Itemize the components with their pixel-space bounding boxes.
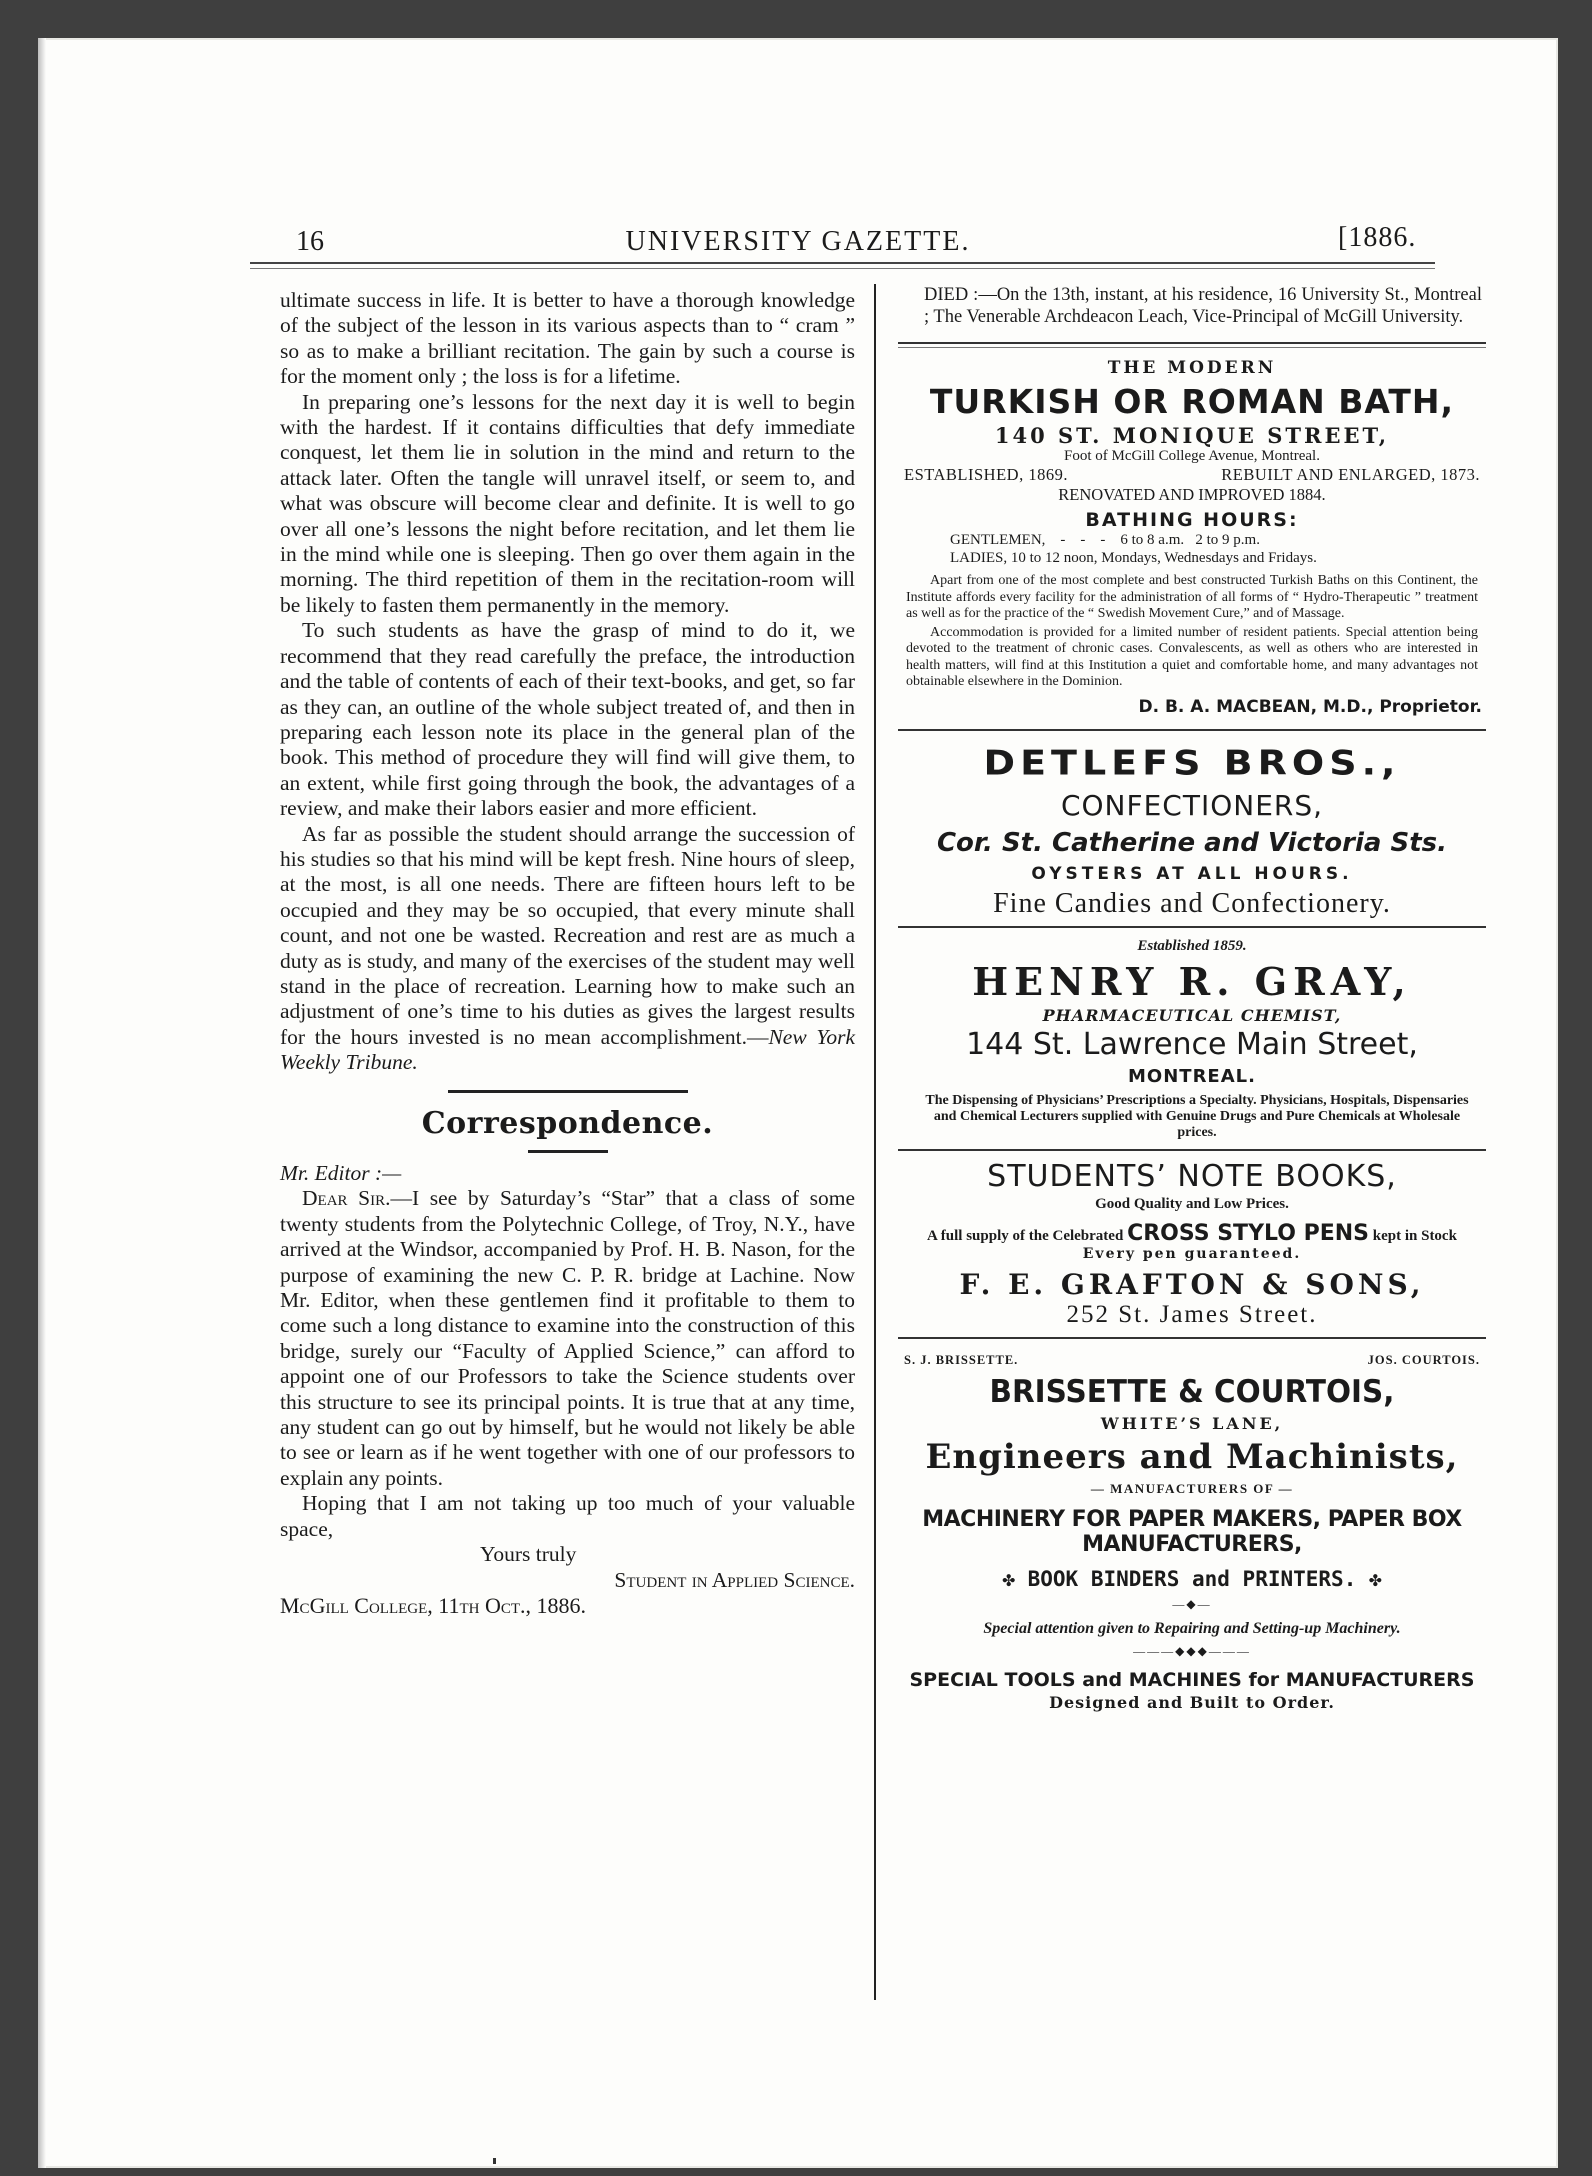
bath-name: TURKISH OR ROMAN BATH, [929, 382, 1455, 421]
grafton-supply [898, 1221, 1486, 1246]
bath-location: Foot of McGill College Avenue, Montreal. [1064, 448, 1320, 464]
grafton-supply-brand: CROSS STYLO PENS [1127, 1220, 1369, 1246]
publication-title: UNIVERSITY GAZETTE. [625, 226, 971, 257]
page-edge-shadow [38, 38, 46, 2168]
death-notice: DIED :—On the 13th, instant, at his residence, 16 University St., Montreal ; The Venerable Archdeacon Leach, Vice-Principal of McGill University. [924, 285, 1482, 327]
article-paragraph: ultimate success in life. It is better to have a thorough knowledge of the subject of the lesson in its various aspects than to “ cram ” so as to make a brilliant recitation. The gain by such a course is for the moment only ; the loss is for a lifetime. [280, 288, 855, 389]
section-divider [448, 1090, 688, 1093]
detlefs-corner: Cor. St. Catherine and Victoria Sts. [936, 827, 1448, 858]
letter-salutation: Mr. Editor :— [280, 1161, 402, 1185]
gray-advertisement [898, 938, 1486, 1141]
column-rule [874, 284, 876, 2000]
page-number: 16 [296, 226, 324, 257]
detlefs-advertisement [898, 741, 1486, 920]
correspondence-heading: Correspondence. [421, 1105, 714, 1141]
grafton-supply-pre: A full supply of the Celebrated [927, 1227, 1128, 1244]
ornament-left-icon: ✤ [1002, 1566, 1028, 1591]
letter-dateline: McGill College, 11th Oct., 1886. [280, 1592, 586, 1618]
bath-advertisement [898, 358, 1486, 717]
bath-dates [898, 465, 1486, 485]
issue-year: [1886. [1338, 222, 1417, 253]
ad-rule [898, 729, 1486, 731]
ornament-right-icon: ✤ [1356, 1566, 1382, 1591]
ornament-divider-icon: —◆— [1172, 1596, 1212, 1611]
detlefs-candies: Fine Candies and Confectionery. [993, 887, 1391, 919]
bath-hours-title: BATHING HOURS: [1085, 509, 1299, 531]
brissette-special: Special attention given to Repairing and Setting-up Machinery. [983, 1619, 1401, 1637]
gray-city: MONTREAL. [1128, 1065, 1256, 1087]
brissette-partners [898, 1353, 1486, 1368]
partner-right: JOS. COURTOIS. [1367, 1352, 1480, 1367]
detlefs-oysters: OYSTERS AT ALL HOURS. [1031, 863, 1353, 884]
ad-rule [898, 1337, 1486, 1339]
article-paragraph: To such students as have the grasp of mind to do it, we recommend that they read carefully the preface, the introduction and the table of contents of each of their text-books, and get, so far as they can, an outline of the whole subject treated of, and then in preparing each lesson note its place in the general plan of the book. This method of procedure they will find will give them, to an extent, while first going through the book, the advantages of a review, and make their labors easier and more efficient. [280, 618, 855, 821]
grafton-name: F. E. GRAFTON & SONS, [959, 1267, 1425, 1301]
article-paragraph: In preparing one’s lessons for the next day it is well to begin with the hardest. If it contains difficulties that defy immediate conquest, let them lie in solution in the mind and return to the attack later. Often the tangle will unravel itself, or seem to, and what was obscure will become clear and definite. It is well to go over all one’s lessons the night before recitation, and let them lie in the mind while one is sleeping. Then go over them again in the morning. The third repetition of them in the recitation-room will be likely to fasten them permanently in the memory. [280, 389, 855, 617]
letter-paragraph: Hoping that I am not taking up too much of your valuable space, [280, 1491, 855, 1541]
gazette-page [38, 38, 1558, 2168]
article-paragraph [280, 822, 855, 1076]
brissette-machinery: MACHINERY FOR PAPER MAKERS, PAPER BOX MANUFACTURERS, [922, 1506, 1462, 1557]
bath-renovated: RENOVATED AND IMPROVED 1884. [1058, 485, 1326, 504]
brissette-designed: Designed and Built to Order. [1049, 1692, 1335, 1712]
gray-established: Established 1859. [1137, 937, 1247, 954]
brissette-tools: SPECIAL TOOLS and MACHINES for MANUFACTURERS [909, 1668, 1475, 1691]
grafton-guarantee: Every pen guaranteed. [1082, 1245, 1302, 1262]
brissette-advertisement [898, 1353, 1486, 1712]
letter-closing: Yours truly [480, 1542, 577, 1567]
brissette-binders-text: BOOK BINDERS and PRINTERS. [1027, 1566, 1357, 1591]
bath-accommodation: Accommodation is provided for a limited number of resident patients. Special attention being devoted to the treatment of chronic cases. Convalescents, as well as others who are interested in health matters, will find at this Institution a quiet and comfortable home, and many advantages not obtainable elsewhere in the Dominion. [906, 624, 1478, 689]
brissette-trade: Engineers and Machinists, [925, 1436, 1459, 1477]
notice-rule-thin [898, 347, 1486, 348]
detlefs-trade: CONFECTIONERS, [1060, 788, 1324, 822]
bath-rebuilt: REBUILT AND ENLARGED, 1873. [1221, 465, 1480, 484]
letter-paragraph [280, 1186, 855, 1491]
detlefs-name: DETLEFS BROS., [983, 742, 1401, 783]
partner-left: S. J. BRISSETTE. [904, 1352, 1019, 1367]
notice-rule [898, 342, 1486, 344]
grafton-supply-post: kept in Stock [1369, 1227, 1457, 1244]
article-text: As far as possible the student should arrange the succession of his studies so that his mind will be kept fresh. Nine hours of sleep, at the most, is all one needs. There are fifteen hours left to be occupied and they may be so occupied, that every minute shall count, and not one be wasted. Recreation and rest are as much a duty as is study, and many of the exercises of the student may well stand in the place of recreation. Learning how to make such an adjustment of one’s time to his duties as gives the largest results for the hours invested is no mean accomplishment.— [280, 821, 855, 1049]
brissette-binders [898, 1567, 1486, 1591]
print-speck [493, 2158, 496, 2164]
grafton-title: STUDENTS’ NOTE BOOKS, [987, 1158, 1397, 1194]
heading-divider [528, 1150, 608, 1153]
header-rule [250, 262, 1435, 264]
bath-hours-gentlemen: GENTLEMEN, - - - 6 to 8 a.m. 2 to 9 p.m. [950, 532, 1260, 548]
article-source: New York Weekly Tribune. [280, 1024, 855, 1075]
running-head [38, 218, 1558, 258]
gray-description: The Dispensing of Physicians’ Prescriptions a Specialty. Physicians, Hospitals, Dispensaries and Chemical Lecturers supplied with Genuine Drugs and Pure Chemicals at Wholesale prices. [925, 1092, 1469, 1140]
bath-hours-ladies: LADIES, 10 to 12 noon, Mondays, Wednesdays and Fridays. [950, 550, 1317, 566]
letter-body: —I see by Saturday’s “Star” that a class of some twenty students from the Polytechnic College, of Troy, N.Y., have arrived at the Windsor, accompanied by Prof. H. B. Nason, for the purpose of examining the new C. P. R. bridge at Lachine. Now Mr. Editor, when these gentlemen find it profitable to them to come such a long distance to examine into the construction of this bridge, surely our “Faculty of Applied Science,” can afford to appoint one of our Professors to take the Science students over this structure to see its principal points. It is true that at any time, any student can go out by himself, but he would not likely be able to see or learn as if he went together with one of our professors to explain any points. [280, 1186, 856, 1490]
grafton-address: 252 St. James Street. [1066, 1300, 1318, 1328]
grafton-advertisement [898, 1159, 1486, 1329]
bath-proprietor: D. B. A. MACBEAN, M.D., Proprietor. [1138, 696, 1482, 717]
gray-trade: PHARMACEUTICAL CHEMIST, [1042, 1005, 1342, 1025]
letter-greeting: Dear Sir. [302, 1186, 391, 1211]
ornament-divider-icon: ———◆◆◆——— [1133, 1643, 1251, 1658]
ad-rule [898, 1149, 1486, 1151]
bath-kicker: THE MODERN [1107, 358, 1277, 378]
left-column [280, 288, 855, 1618]
brissette-firm: BRISSETTE & COURTOIS, [989, 1373, 1395, 1410]
brissette-manufacturers-of: — MANUFACTURERS OF — [1090, 1480, 1294, 1496]
bath-description: Apart from one of the most complete and best constructed Turkish Baths on this Continent, the Institute affords every facility for the administration of all forms of “ Hydro-Therapeutic ” treatment as well as for the practice of the “ Swedish Movement Cure,” and of Massage. [906, 573, 1478, 621]
bath-established: ESTABLISHED, 1869. [904, 465, 1068, 484]
gray-name: HENRY R. GRAY, [972, 958, 1412, 1004]
bath-address: 140 ST. MONIQUE STREET, [994, 423, 1390, 448]
header-rule-thin [250, 268, 1435, 269]
grafton-quality: Good Quality and Low Prices. [1095, 1195, 1289, 1212]
letter-signature: Student in Applied Science. [614, 1567, 855, 1592]
brissette-lane: WHITE’S LANE, [1100, 1413, 1284, 1433]
gray-address: 144 St. Lawrence Main Street, [966, 1026, 1418, 1062]
right-column [898, 284, 1486, 1712]
ad-rule [898, 926, 1486, 928]
